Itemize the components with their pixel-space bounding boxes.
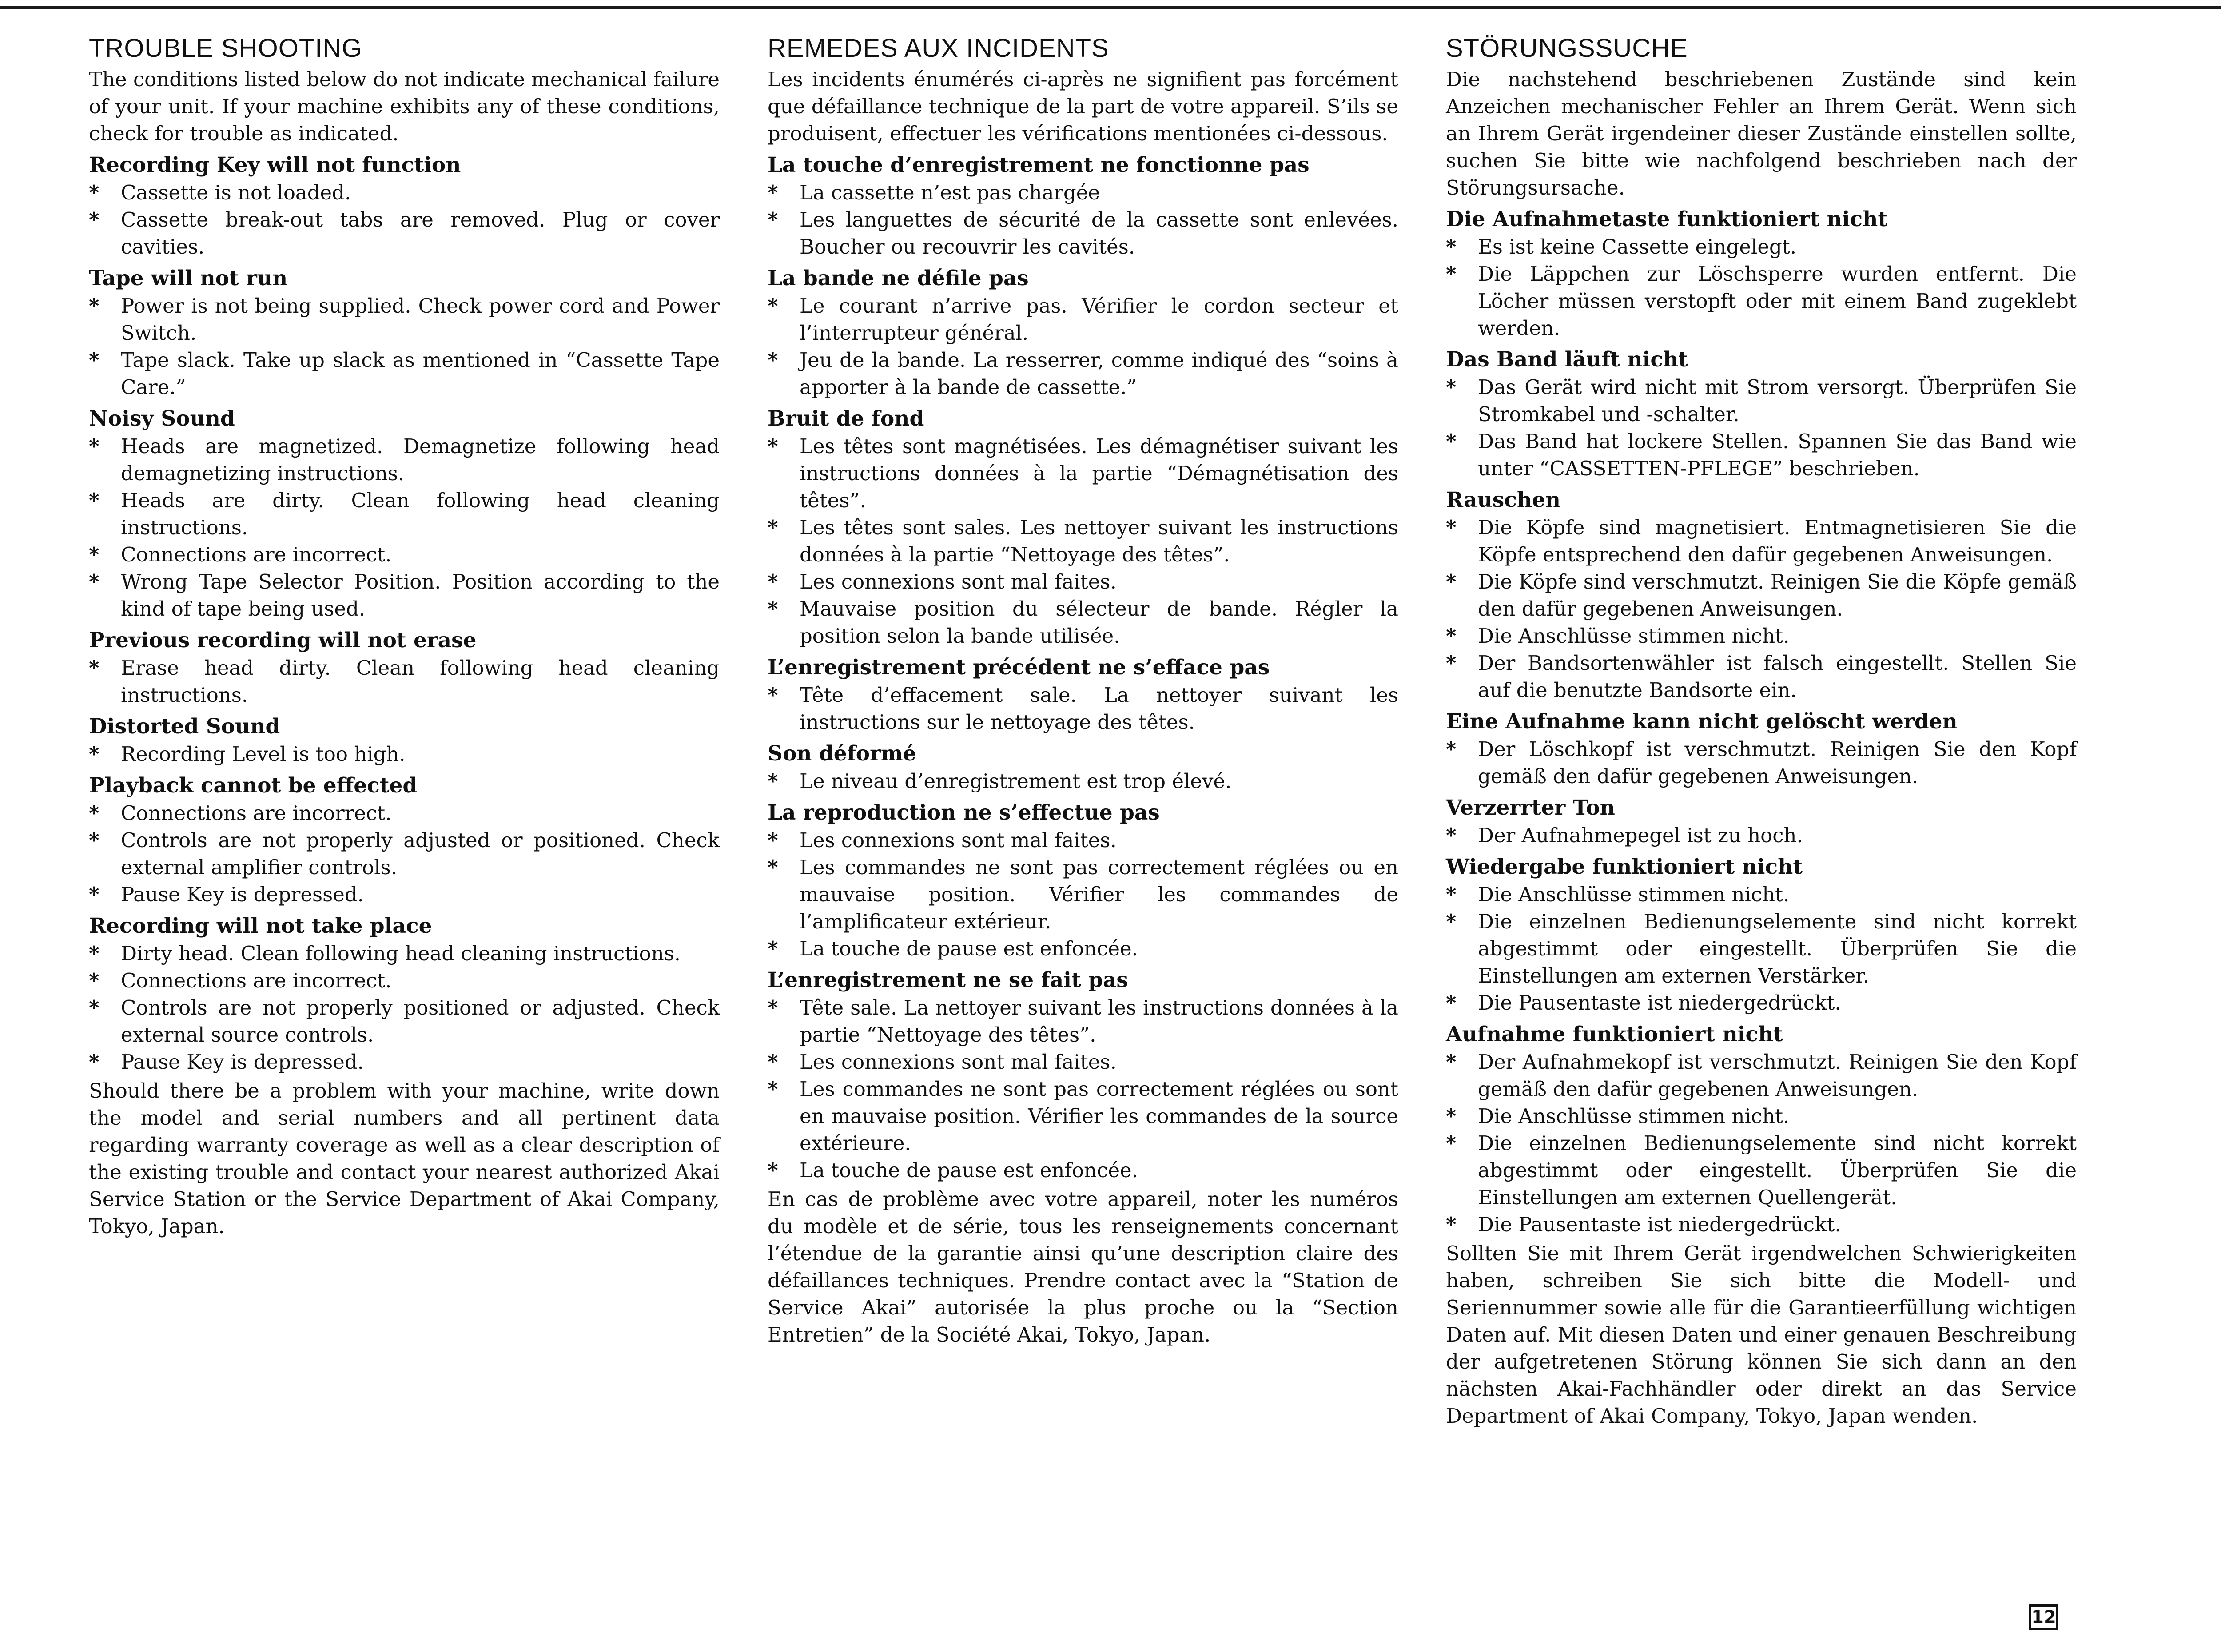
remedy-list [768,768,1398,795]
trouble-section [1446,206,2077,342]
remedy-item: * Die Köpfe sind magnetisiert. Entmagnetisieren Sie die Köpfe entsprechend den dafür gegebenen Anweisungen. [1446,514,2077,568]
trouble-section [89,405,720,622]
remedy-item: * Das Band hat lockere Stellen. Spannen Sie das Band wie unter “CASSETTEN-PFLEGE” beschrieben. [1446,428,2077,482]
trouble-heading: L’enregistrement ne se fait pas [768,968,1128,992]
remedy-item: * Cassette break-out tabs are removed. Plug or cover cavities. [89,206,720,260]
remedy-item: * Tête d’effacement sale. La nettoyer suivant les instructions sur le nettoyage des têtes. [768,681,1398,736]
remedy-list [89,800,720,908]
column-german [1446,28,2077,1429]
trouble-section [768,799,1398,962]
trouble-heading: L’enregistrement précédent ne s’efface pas [768,655,1270,680]
remedy-item: * Les commandes ne sont pas correctement réglées ou sont en mauvaise position. Vérifier les commandes de la source extérieure. [768,1075,1398,1157]
trouble-section [89,627,720,709]
remedy-list [768,681,1398,736]
remedy-item: * Der Aufnahmepegel ist zu hoch. [1446,822,2077,849]
trouble-section [768,654,1398,736]
remedy-list [768,994,1398,1184]
trouble-heading: La touche d’enregistrement ne fonctionne pas [768,153,1310,177]
top-rule [0,6,2221,9]
remedy-item: * Le niveau d’enregistrement est trop élevé. [768,768,1398,795]
remedy-item: * Heads are magnetized. Demagnetize following head demagnetizing instructions. [89,433,720,487]
remedy-item: * Die Anschlüsse stimmen nicht. [1446,622,2077,649]
remedy-list [1446,1048,2077,1238]
trouble-section [1446,708,2077,790]
trouble-section [1446,794,2077,849]
trouble-heading: Das Band läuft nicht [1446,347,1688,372]
trouble-list [89,151,720,1075]
remedy-item: * Les têtes sont magnétisées. Les démagnétiser suivant les instructions données à la partie “Démagnétisation des têtes”. [768,433,1398,514]
remedy-item: * La cassette n’est pas chargée [768,179,1398,206]
intro-paragraph: Die nachstehend beschriebenen Zustände sind kein Anzeichen mechanischer Fehler an Ihrem Gerät. Wenn sich an Ihrem Gerät irgendeiner dieser Zustände einstellen sollte, suchen Sie bitte wie nachfolgend beschrieben nach der Störungsursache. [1446,68,2077,199]
trouble-section [768,405,1398,649]
remedy-item: * Der Bandsortenwähler ist falsch eingestellt. Stellen Sie auf die benutzte Bandsorte ein. [1446,649,2077,704]
remedy-list [89,433,720,622]
trouble-section [89,151,720,260]
trouble-heading: Previous recording will not erase [89,628,477,653]
remedy-item: * Connections are incorrect. [89,800,720,827]
column-french [768,28,1398,1348]
remedy-list [768,292,1398,401]
trouble-list [1446,206,2077,1238]
remedy-item: * Les commandes ne sont pas correctement réglées ou en mauvaise position. Vérifier les commandes de l’amplificateur extérieur. [768,854,1398,935]
closing-paragraph: En cas de problème avec votre appareil, noter les numéros du modèle et de série, tous les renseignements concernant l’étendue de la garantie ainsi qu’une description claire des défaillances techniques. Prendre contact avec la “Station de Service Akai” autorisée la plus proche ou la “Section Entretien” de la Société Akai, Tokyo, Japan. [768,1187,1398,1346]
remedy-item: * Connections are incorrect. [89,967,720,994]
trouble-heading: Rauschen [1446,488,1561,512]
trouble-section [89,912,720,1075]
trouble-heading: Recording Key will not function [89,153,461,177]
remedy-item: * Der Löschkopf ist verschmutzt. Reinigen Sie den Kopf gemäß den dafür gegebenen Anweisungen. [1446,736,2077,790]
trouble-section [1446,1021,2077,1238]
trouble-heading: Verzerrter Ton [1446,796,1615,820]
remedy-item: * Connections are incorrect. [89,541,720,568]
remedy-item: * Power is not being supplied. Check power cord and Power Switch. [89,292,720,346]
column-english [89,28,720,1240]
section-title: STÖRUNGSSUCHE [1446,34,1688,63]
remedy-list [768,433,1398,649]
trouble-section [89,772,720,908]
remedy-item: * Les languettes de sécurité de la cassette sont enlevées. Boucher ou recouvrir les cavités. [768,206,1398,260]
trouble-section [89,265,720,401]
remedy-list [89,740,720,768]
remedy-item: * Cassette is not loaded. [89,179,720,206]
remedy-item: * Die Anschlüsse stimmen nicht. [1446,881,2077,908]
closing-paragraph: Sollten Sie mit Ihrem Gerät irgendwelchen Schwierigkeiten haben, schreiben Sie sich bitte die Modell- und Seriennummer sowie alle für die Garantieerfüllung wichtigen Daten auf. Mit diesen Daten und einer genauen Beschreibung der aufgetretenen Störung können Sie sich dann an den nächsten Akai-Fachhändler oder direkt an das Service Department of Akai Company, Tokyo, Japan wenden. [1446,1242,2077,1428]
remedy-list [1446,233,2077,342]
remedy-item: * Recording Level is too high. [89,740,720,768]
remedy-item: * Tête sale. La nettoyer suivant les instructions données à la partie “Nettoyage des têtes”. [768,994,1398,1048]
trouble-section [768,967,1398,1184]
remedy-list [1446,822,2077,849]
trouble-heading: La reproduction ne s’effectue pas [768,800,1160,825]
intro-paragraph: Les incidents énumérés ci-après ne signifient pas forcément que défaillance technique de la part de votre appareil. S’ils se produisent, effectuer les vérifications mentionées ci-dessous. [768,68,1398,145]
trouble-heading: Eine Aufnahme kann nicht gelöscht werden [1446,709,1958,734]
remedy-item: * Die Anschlüsse stimmen nicht. [1446,1103,2077,1130]
remedy-item: * Les connexions sont mal faites. [768,1048,1398,1075]
remedy-list [89,654,720,709]
remedy-list [89,179,720,260]
trouble-section [768,151,1398,260]
remedy-item: * Die Köpfe sind verschmutzt. Reinigen Sie die Köpfe gemäß den dafür gegebenen Anweisungen. [1446,568,2077,622]
intro-paragraph: The conditions listed below do not indicate mechanical failure of your unit. If your machine exhibits any of these conditions, check for trouble as indicated. [89,68,720,145]
section-title: TROUBLE SHOOTING [89,34,362,63]
closing-paragraph: Should there be a problem with your machine, write down the model and serial numbers and all pertinent data regarding warranty coverage as well as a clear description of the existing trouble and contact your nearest authorized Akai Service Station or the Service Department of Akai Company, Tokyo, Japan. [89,1079,720,1238]
remedy-item: * Dirty head. Clean following head cleaning instructions. [89,940,720,967]
remedy-list [89,292,720,401]
trouble-section [1446,346,2077,482]
remedy-item: * La touche de pause est enfoncée. [768,1157,1398,1184]
remedy-item: * Die Läppchen zur Löschsperre wurden entfernt. Die Löcher müssen verstopft oder mit einem Band zugeklebt werden. [1446,260,2077,342]
remedy-item: * Der Aufnahmekopf ist verschmutzt. Reinigen Sie den Kopf gemäß den dafür gegebenen Anweisungen. [1446,1048,2077,1103]
remedy-item: * Die Pausentaste ist niedergedrückt. [1446,1211,2077,1238]
remedy-item: * Die einzelnen Bedienungselemente sind nicht korrekt abgestimmt oder eingestellt. Überprüfen Sie die Einstellungen am externen Verstärker. [1446,908,2077,989]
remedy-item: * Die einzelnen Bedienungselemente sind nicht korrekt abgestimmt oder eingestellt. Überprüfen Sie die Einstellungen am externen Quellengerät. [1446,1130,2077,1211]
trouble-section [1446,853,2077,1016]
remedy-list [1446,514,2077,704]
remedy-list [768,827,1398,962]
section-title: REMEDES AUX INCIDENTS [768,34,1109,63]
trouble-section [768,740,1398,795]
remedy-item: * Les connexions sont mal faites. [768,568,1398,595]
remedy-item: * Tape slack. Take up slack as mentioned in “Cassette Tape Care.” [89,346,720,401]
trouble-heading: Bruit de fond [768,406,924,431]
trouble-heading: Recording will not take place [89,914,432,938]
remedy-item: * Jeu de la bande. La resserrer, comme indiqué des “soins à apporter à la bande de cassette.” [768,346,1398,401]
remedy-item: * Die Pausentaste ist niedergedrückt. [1446,989,2077,1016]
remedy-item: * Le courant n’arrive pas. Vérifier le cordon secteur et l’interrupteur général. [768,292,1398,346]
trouble-heading: Die Aufnahmetaste funktioniert nicht [1446,207,1888,231]
remedy-list [1446,736,2077,790]
remedy-item: * Les têtes sont sales. Les nettoyer suivant les instructions données à la partie “Nettoyage des têtes”. [768,514,1398,568]
remedy-item: * Les connexions sont mal faites. [768,827,1398,854]
remedy-list [89,940,720,1075]
remedy-item: * Pause Key is depressed. [89,881,720,908]
remedy-item: * Pause Key is depressed. [89,1048,720,1075]
remedy-item: * Es ist keine Cassette eingelegt. [1446,233,2077,260]
trouble-heading: Tape will not run [89,266,288,291]
page-number: 12 [2029,1604,2058,1630]
remedy-item: * Controls are not properly positioned or adjusted. Check external source controls. [89,994,720,1048]
remedy-item: * Das Gerät wird nicht mit Strom versorgt. Überprüfen Sie Stromkabel und -schalter. [1446,374,2077,428]
trouble-heading: Son déformé [768,741,916,766]
trouble-heading: Noisy Sound [89,406,235,431]
trouble-section [89,713,720,768]
trouble-heading: Distorted Sound [89,714,280,739]
remedy-item: * Erase head dirty. Clean following head cleaning instructions. [89,654,720,709]
trouble-section [768,265,1398,401]
remedy-item: * Mauvaise position du sélecteur de bande. Régler la position selon la bande utilisée. [768,595,1398,649]
remedy-item: * Controls are not properly adjusted or positioned. Check external amplifier controls. [89,827,720,881]
trouble-heading: Playback cannot be effected [89,773,418,798]
remedy-item: * Heads are dirty. Clean following head cleaning instructions. [89,487,720,541]
remedy-list [1446,374,2077,482]
remedy-list [1446,881,2077,1016]
remedy-list [768,179,1398,260]
remedy-item: * La touche de pause est enfoncée. [768,935,1398,962]
trouble-section [1446,486,2077,704]
trouble-heading: Wiedergabe funktioniert nicht [1446,855,1803,879]
trouble-heading: La bande ne défile pas [768,266,1029,291]
remedy-item: * Wrong Tape Selector Position. Position according to the kind of tape being used. [89,568,720,622]
trouble-list [768,151,1398,1184]
trouble-heading: Aufnahme funktioniert nicht [1446,1022,1783,1047]
